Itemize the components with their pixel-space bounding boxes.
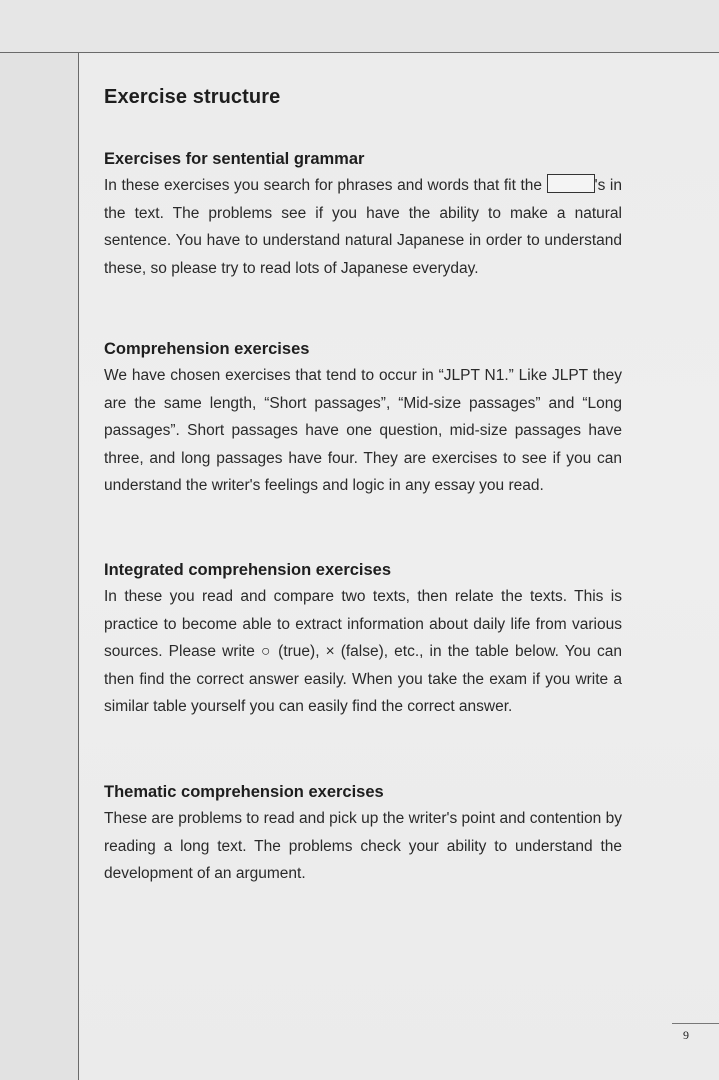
section-body-suffix: 's in the text. The problems see if you have the ability to make a natural sentence. You have to understand natural Japanese in order to understand these, so please try to read lots of Japanese everyday.	[104, 177, 622, 277]
section-heading: Exercises for sentential grammar	[104, 150, 365, 168]
section-body: We have chosen exercises that tend to occur in “JLPT N1.” Like JLPT they are the same length, “Short passages”, “Mid-size passages” and “Long passages”. Short passages have one question, mid-size passages have three, and long passages have four. They are exercises to see if you can understand the writer's feelings and logic in any essay you read.	[104, 367, 622, 495]
top-margin	[0, 0, 719, 52]
section-thematic-comprehension	[104, 779, 622, 888]
section-body	[104, 172, 622, 282]
page-number: 9	[683, 1028, 689, 1042]
page-content	[104, 86, 622, 883]
top-rule-line	[0, 52, 719, 53]
blank-box-icon	[547, 174, 595, 193]
section-heading: Integrated comprehension exercises	[104, 561, 392, 579]
section-integrated-comprehension	[104, 557, 622, 721]
section-body: These are problems to read and pick up the writer's point and contention by reading a long text. The problems check your ability to understand the development of an argument.	[104, 810, 622, 883]
page-number-rule	[672, 1023, 719, 1024]
section-body: In these you read and compare two texts, then relate the texts. This is practice to become able to extract information about daily life from various sources. Please write ○ (true), × (false), etc., in the table below. You can then find the correct answer easily. When you take the exam if you write a similar table yourself you can easily find the correct answer.	[104, 588, 622, 716]
section-sentential-grammar	[104, 146, 622, 282]
section-heading: Comprehension exercises	[104, 340, 310, 358]
section-comprehension	[104, 336, 622, 500]
section-body-prefix: In these exercises you search for phrases and words that fit the	[104, 177, 543, 194]
page-title: Exercise structure	[104, 86, 281, 108]
left-rule-line	[78, 53, 79, 1080]
left-margin	[0, 53, 78, 1080]
section-heading: Thematic comprehension exercises	[104, 783, 384, 801]
